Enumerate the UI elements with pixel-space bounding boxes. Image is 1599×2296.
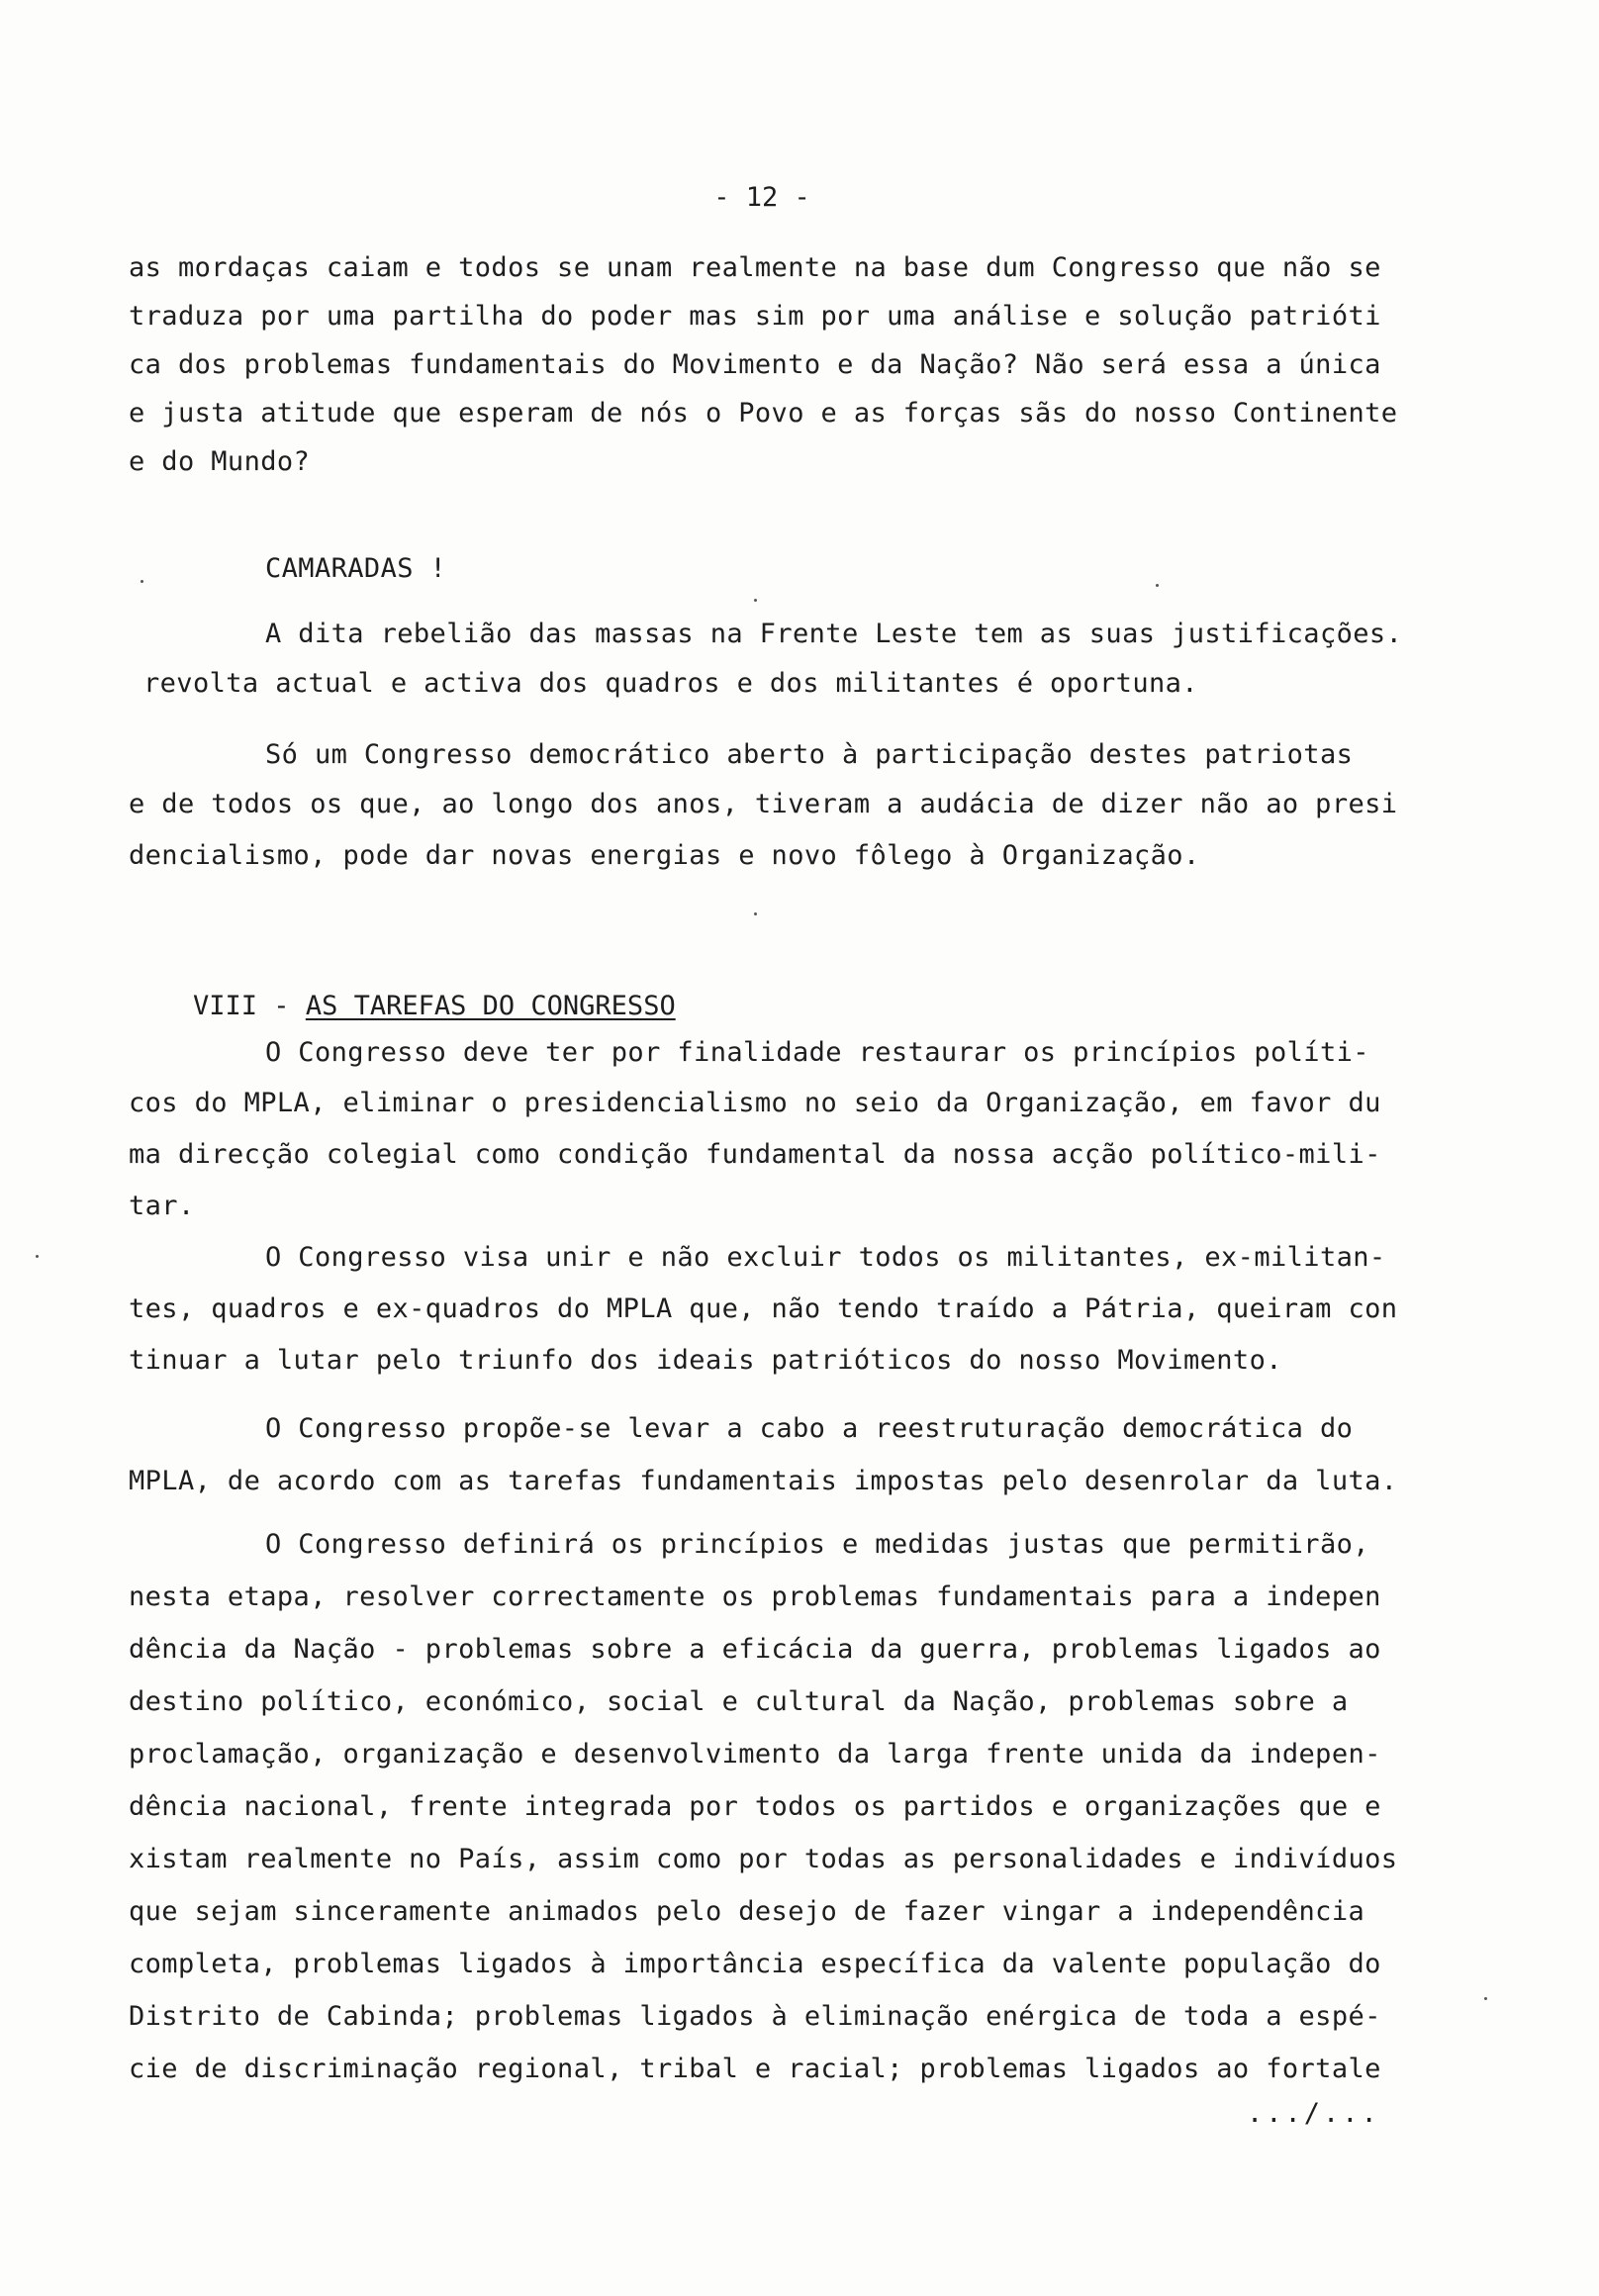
salutation-heading: CAMARADAS ! bbox=[265, 553, 447, 584]
paragraph-7-line: xistam realmente no País, assim como por todas as personalidades e indivíduos bbox=[129, 1844, 1398, 1874]
paragraph-2-line: A dita rebelião das massas na Frente Leste tem as suas justificações. bbox=[265, 619, 1403, 649]
paragraph-5-line: O Congresso visa unir e não excluir todos os militantes, ex-militan- bbox=[265, 1242, 1386, 1273]
paragraph-1-line: traduza por uma partilha do poder mas sim por uma análise e solução patrióti bbox=[129, 301, 1381, 332]
paragraph-1-line: ca dos problemas fundamentais do Movimento e da Nação? Não será essa a única bbox=[129, 349, 1381, 380]
paragraph-4-line: tar. bbox=[129, 1191, 195, 1221]
section-number: VIII - bbox=[193, 991, 306, 1021]
paragraph-7-line: proclamação, organização e desenvolvimento da larga frente unida da indepen- bbox=[129, 1739, 1381, 1770]
scan-speck bbox=[754, 912, 757, 915]
page-number: - 12 - bbox=[713, 182, 810, 213]
paragraph-1-line: as mordaças caiam e todos se unam realmente na base dum Congresso que não se bbox=[129, 252, 1381, 283]
paragraph-7-line: O Congresso definirá os princípios e medidas justas que permitirão, bbox=[265, 1529, 1369, 1560]
paragraph-4-line: cos do MPLA, eliminar o presidencialismo no seio da Organização, em favor du bbox=[129, 1088, 1381, 1118]
scan-speck bbox=[141, 580, 143, 583]
scan-speck bbox=[36, 1255, 39, 1258]
paragraph-3-line: e de todos os que, ao longo dos anos, tiveram a audácia de dizer não ao presi bbox=[129, 789, 1398, 819]
scan-speck bbox=[1484, 1997, 1487, 2000]
paragraph-7-line: completa, problemas ligados à importância específica da valente população do bbox=[129, 1949, 1381, 1979]
paragraph-4-line: O Congresso deve ter por finalidade restaurar os princípios políti- bbox=[265, 1037, 1369, 1068]
paragraph-3-line: Só um Congresso democrático aberto à participação destes patriotas bbox=[265, 739, 1354, 770]
paragraph-1-line: e do Mundo? bbox=[129, 446, 311, 477]
paragraph-3-line: dencialismo, pode dar novas energias e novo fôlego à Organização. bbox=[129, 840, 1200, 871]
scan-speck bbox=[1156, 584, 1159, 587]
paragraph-2-line: revolta actual e activa dos quadros e dos militantes é oportuna. bbox=[143, 668, 1198, 699]
section-title-text: AS TAREFAS DO CONGRESSO bbox=[305, 991, 676, 1021]
paragraph-5-line: tinuar a lutar pelo triunfo dos ideais patrióticos do nosso Movimento. bbox=[129, 1345, 1282, 1376]
paragraph-7-line: dência nacional, frente integrada por todos os partidos e organizações que e bbox=[129, 1791, 1381, 1822]
paragraph-5-line: tes, quadros e ex-quadros do MPLA que, não tendo traído a Pátria, queiram con bbox=[129, 1293, 1398, 1324]
paragraph-7-line: dência da Nação - problemas sobre a eficácia da guerra, problemas ligados ao bbox=[129, 1634, 1381, 1665]
paragraph-6-line: O Congresso propõe-se levar a cabo a reestruturação democrática do bbox=[265, 1413, 1354, 1444]
paragraph-7-line: destino político, económico, social e cultural da Nação, problemas sobre a bbox=[129, 1686, 1349, 1717]
continuation-marker: .../... bbox=[1247, 2098, 1380, 2129]
paragraph-6-line: MPLA, de acordo com as tarefas fundamentais impostas pelo desenrolar da luta. bbox=[129, 1466, 1398, 1496]
paragraph-7-line: Distrito de Cabinda; problemas ligados à eliminação enérgica de toda a espé- bbox=[129, 2001, 1381, 2032]
paragraph-1-line: e justa atitude que esperam de nós o Povo e as forças sãs do nosso Continente bbox=[129, 398, 1398, 429]
paragraph-7-line: que sejam sinceramente animados pelo desejo de fazer vingar a independência bbox=[129, 1896, 1365, 1927]
paragraph-4-line: ma direcção colegial como condição fundamental da nossa acção político-mili- bbox=[129, 1139, 1381, 1170]
paragraph-7-line: nesta etapa, resolver correctamente os problemas fundamentais para a indepen bbox=[129, 1581, 1381, 1612]
paragraph-7-line: cie de discriminação regional, tribal e racial; problemas ligados ao fortale bbox=[129, 2054, 1381, 2084]
scan-speck bbox=[754, 599, 757, 602]
